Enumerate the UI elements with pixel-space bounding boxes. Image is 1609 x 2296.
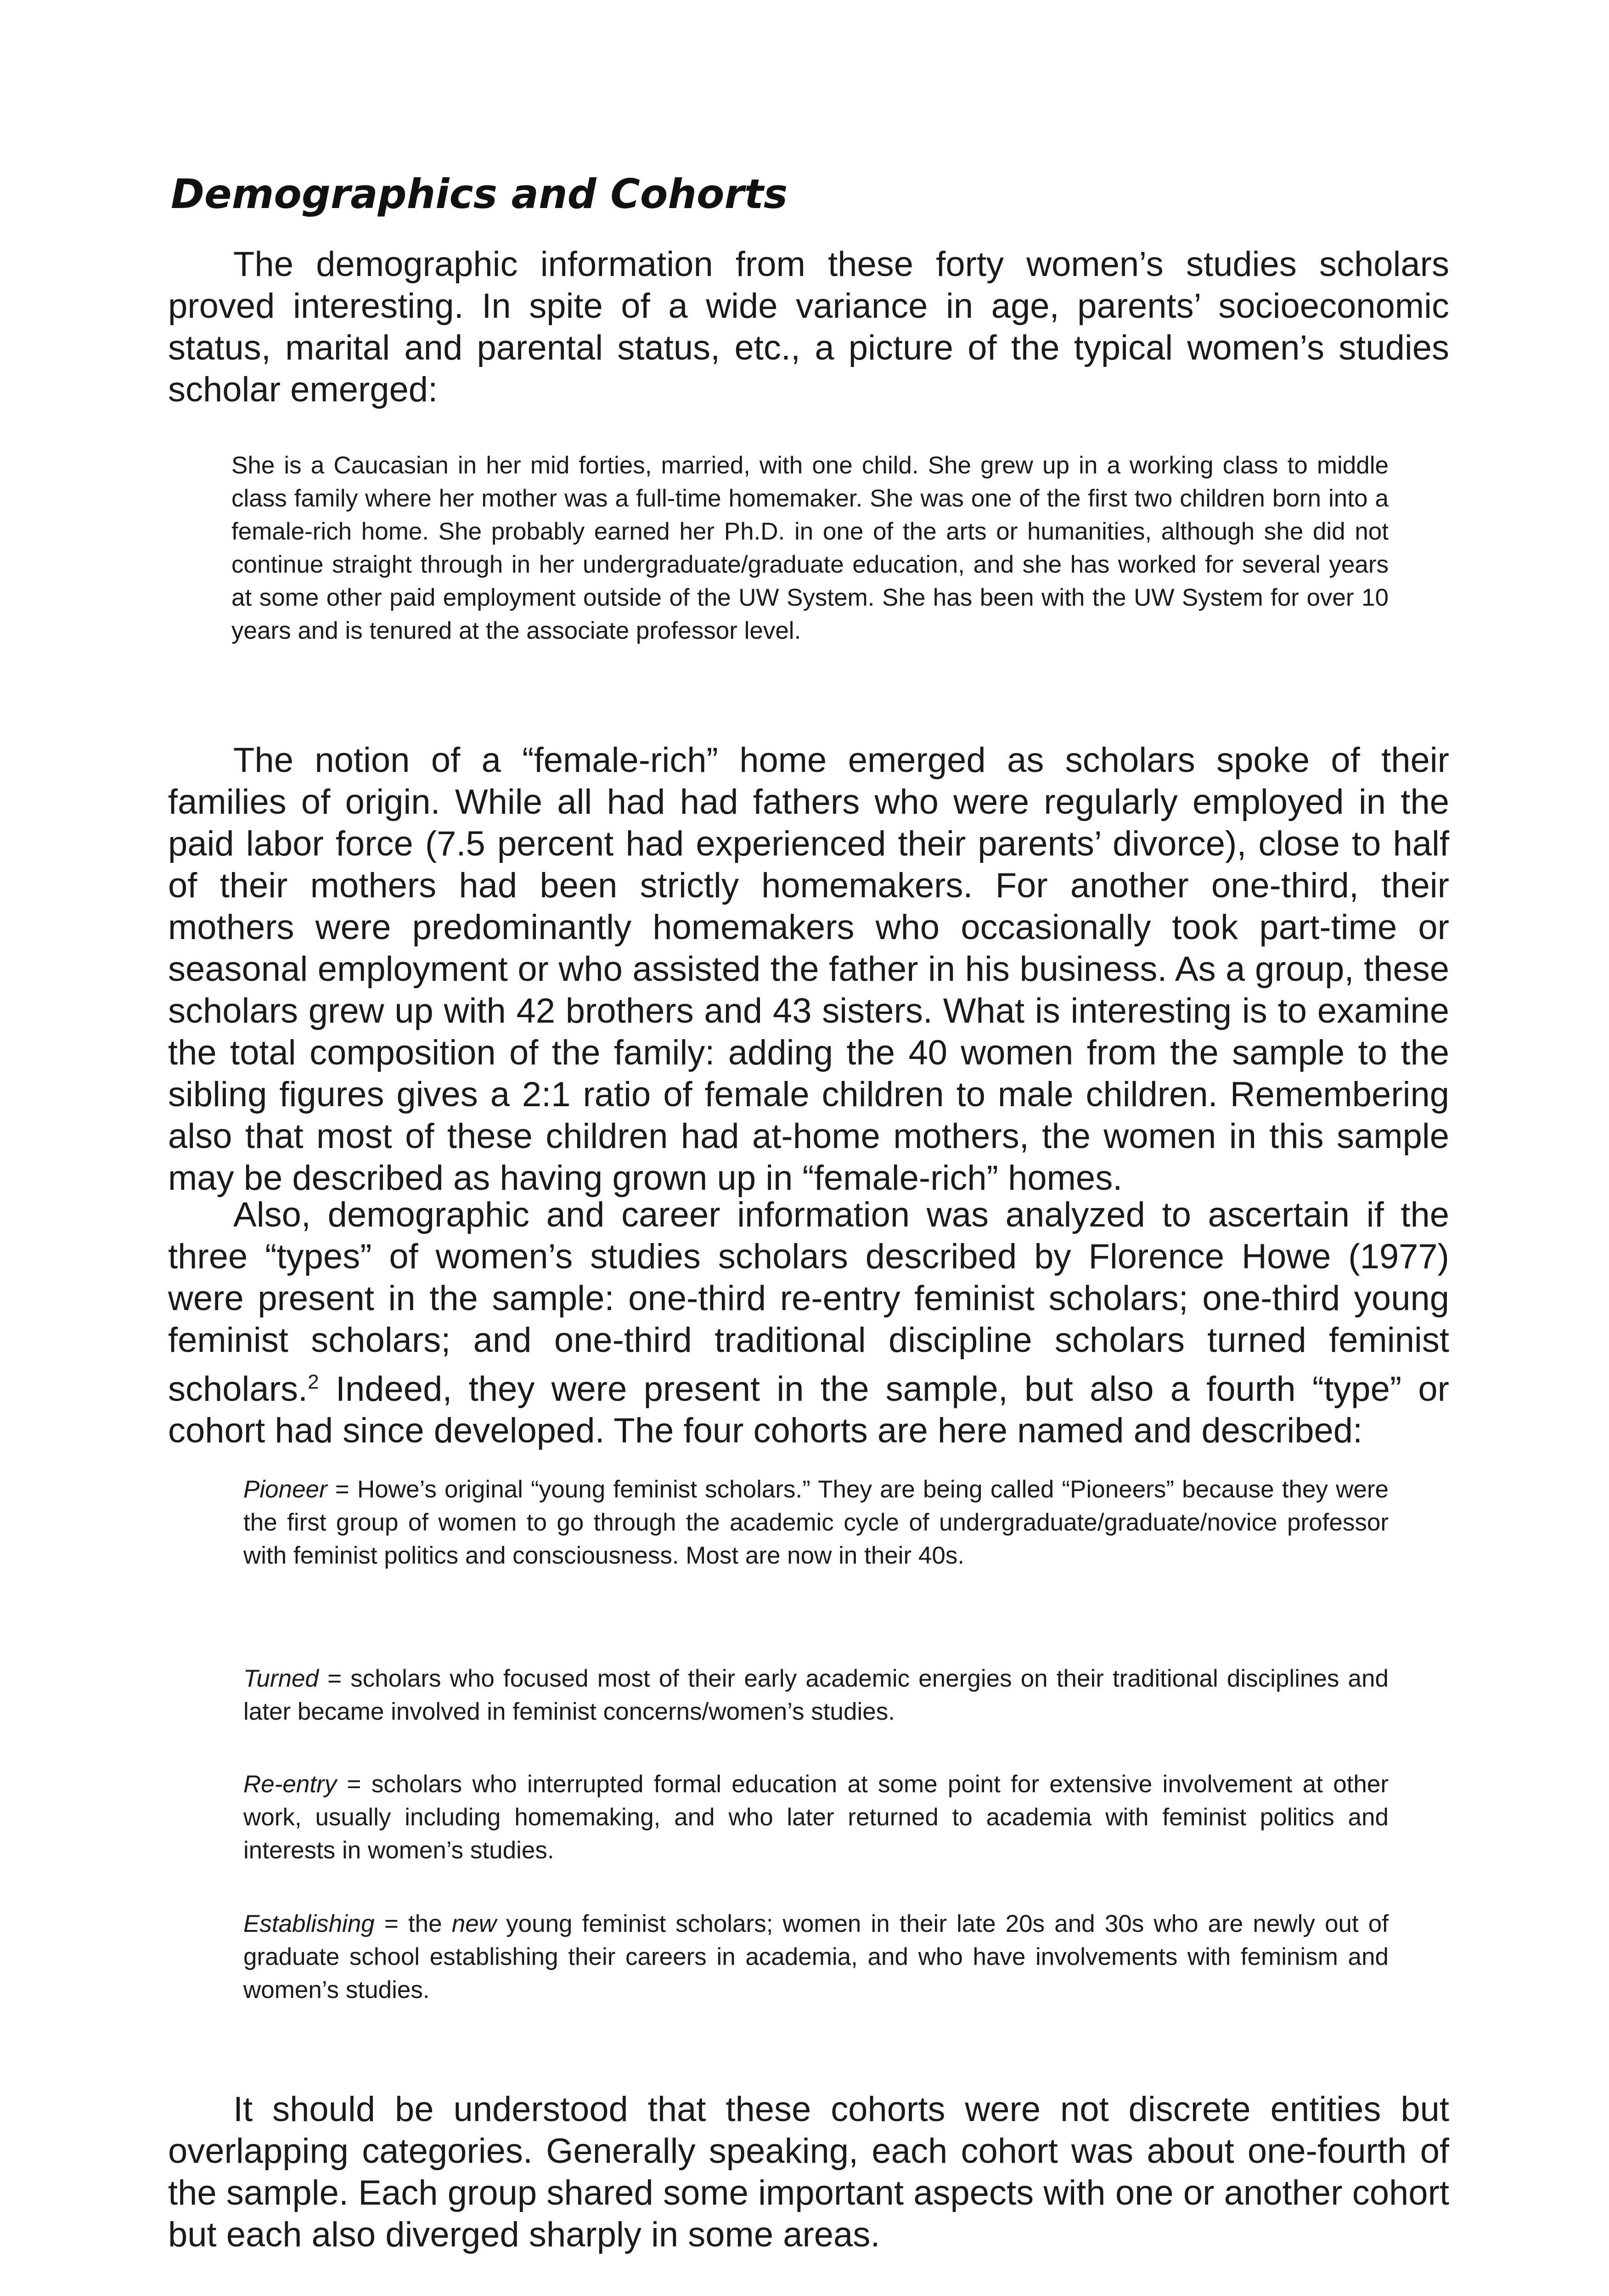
intro-paragraph: The demographic information from these forty women’s studies scholars proved interesting. In spite of a wide variance in age, parents’ socioeconomic status, marital and parental status, etc., a picture of the typical women’s studies scholar emerged: bbox=[168, 245, 1449, 409]
profile-quote: She is a Caucasian in her mid forties, married, with one child. She grew up in a working class to middle class family where her mother was a full-time homemaker. She was one of the first two children born into a female-rich home. She probably earned her Ph.D. in one of the arts or humanities, although she did not continue straight through in her undergraduate/graduate education, and she has worked for several years at some other paid employment outside of the UW System. She has been with the UW System for over 10 years and is tenured at the associate professor level. bbox=[231, 452, 1389, 644]
section-heading: Demographics and Cohorts bbox=[171, 170, 788, 218]
cohort-term: Pioneer bbox=[243, 1476, 327, 1503]
female-rich-paragraph: The notion of a “female-rich” home emerged as scholars spoke of their families of origin. While all had had fathers who were regularly employed in the paid labor force (7.5 percent had experienced their parents’ divorce), close to half of their mothers had been strictly homemakers. For another one-third, their mothers were predominantly homemakers who occasionally took part-time or seasonal employment or who assisted the father in his business. As a group, these scholars grew up with 42 brothers and 43 sisters. What is interesting is to examine the total composition of the family: adding the 40 women from the sample to the sibling figures gives a 2:1 ratio of female children to male children. Remembering also that most of these children had at-home mothers, the women in this sample may be described as having grown up in “female-rich” homes. bbox=[168, 741, 1449, 1198]
footnote-marker: 2 bbox=[308, 1371, 319, 1393]
cohort-definition-pioneer bbox=[243, 1473, 1389, 1572]
howe-paragraph-text: Also, demographic and career information was analyzed to ascertain if the three “types” of women’s studies scholars described by Florence Howe (1977) were present in the sample: one-third re-entry feminist scholars; one-third young feminist scholars; and one-third traditional discipline scholars turned feminist scholars. bbox=[168, 1195, 1449, 1409]
howe-paragraph bbox=[168, 1194, 1449, 1452]
cohort-definition-text: = scholars who focused most of their early academic energies on their traditional disciplines and later became involved in feminist concerns/women’s studies. bbox=[243, 1665, 1389, 1725]
cohort-definition-turned bbox=[243, 1662, 1389, 1728]
closing-paragraph: It should be understood that these cohorts were not discrete entities but overlapping categories. Generally speaking, each cohort was about one-fourth of the sample. Each group shared some important aspects with one or another cohort but each also diverged sharply in some areas. bbox=[168, 2090, 1449, 2254]
emphasis-new: new bbox=[451, 1910, 496, 1937]
cohort-term: Establishing bbox=[243, 1910, 375, 1937]
howe-paragraph-text-after: Indeed, they were present in the sample, but also a fourth “type” or cohort had since developed. The four cohorts are here named and described: bbox=[168, 1369, 1449, 1451]
cohort-definition-text: = Howe’s original “young feminist scholars.” They are being called “Pioneers” because they were the first group of women to go through the academic cycle of undergraduate/graduate/novice professor with feminist politics and consciousness. Most are now in their 40s. bbox=[243, 1476, 1389, 1569]
cohort-definition-text: = scholars who interrupted formal education at some point for extensive involvement at other work, usually including homemaking, and who later returned to academia with feminist politics and interests in women’s studies. bbox=[243, 1771, 1389, 1864]
cohort-term: Re-entry bbox=[243, 1771, 337, 1798]
cohort-definition-re-entry bbox=[243, 1768, 1389, 1867]
cohort-definition-establishing bbox=[243, 1908, 1389, 2007]
cohort-term: Turned bbox=[243, 1665, 319, 1692]
cohort-definition-text: young feminist scholars; women in their late 20s and 30s who are newly out of graduate school establishing their careers in academia, and who have involvements with feminism and women’s studies. bbox=[243, 1910, 1389, 2003]
cohort-definition-text: = the bbox=[374, 1910, 452, 1937]
